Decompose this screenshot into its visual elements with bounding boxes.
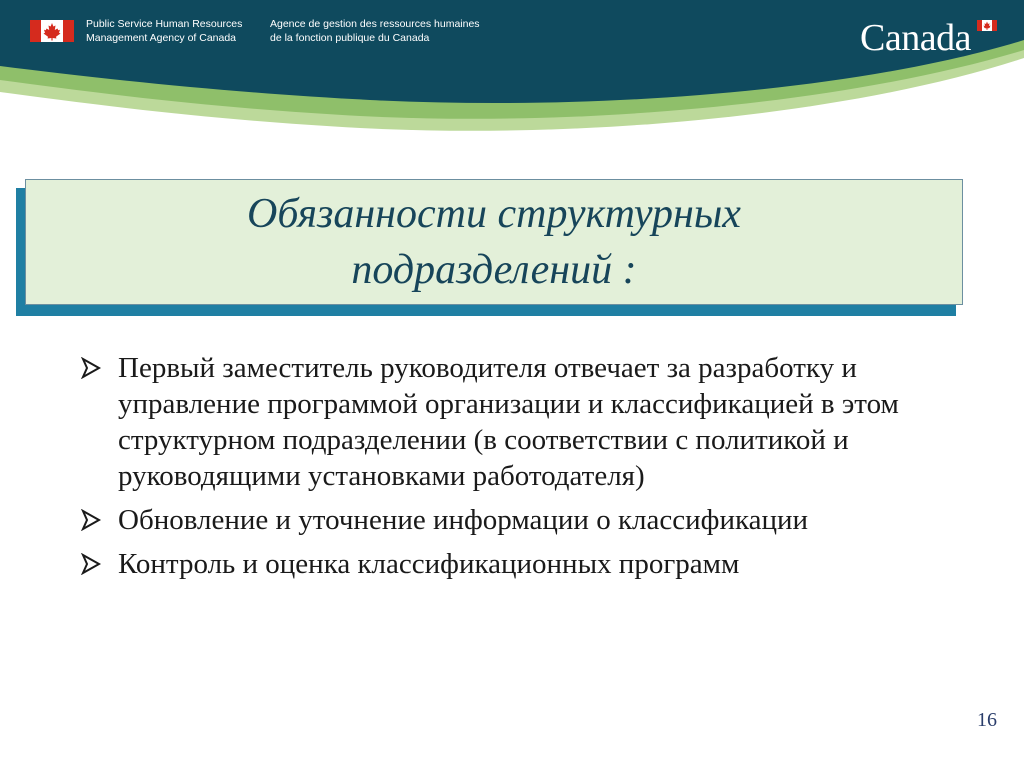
wordmark-text: Canada: [860, 17, 971, 59]
title-line1: Обязанности структурных: [247, 191, 741, 237]
agency-name-english: [86, 17, 266, 45]
page-number: 16: [977, 709, 997, 731]
agency-fr-line1: Agence de gestion des ressources humaines: [270, 18, 480, 30]
bullet-item: [80, 350, 940, 494]
bullet-list: [80, 350, 940, 590]
agency-name-french: [270, 17, 530, 45]
agency-en-line1: Public Service Human Resources: [86, 18, 243, 30]
agency-en-line2: Management Agency of Canada: [86, 32, 237, 44]
bullet-item: [80, 546, 940, 582]
bullet-text: Контроль и оценка классификационных программ: [118, 548, 740, 580]
title-box: [25, 179, 963, 305]
bullet-text: Первый заместитель руководителя отвечает за разработку и управление программой организации и классификацией в этом структурном подразделении (в соответствии с политикой и руководящими установками работодателя): [118, 352, 899, 492]
arrow-bullet-icon: [80, 553, 102, 575]
arrow-bullet-icon: [80, 357, 102, 379]
agency-fr-line2: de la fonction publique du Canada: [270, 32, 430, 44]
canada-wordmark: [860, 14, 1005, 60]
title-line2: подразделений :: [351, 247, 637, 293]
wordmark-flag-icon: [977, 20, 997, 31]
arrow-bullet-icon: [80, 509, 102, 531]
bullet-text: Обновление и уточнение информации о классификации: [118, 504, 809, 536]
bullet-item: [80, 502, 940, 538]
canada-flag-icon: [30, 20, 74, 42]
slide-title: [247, 186, 741, 298]
